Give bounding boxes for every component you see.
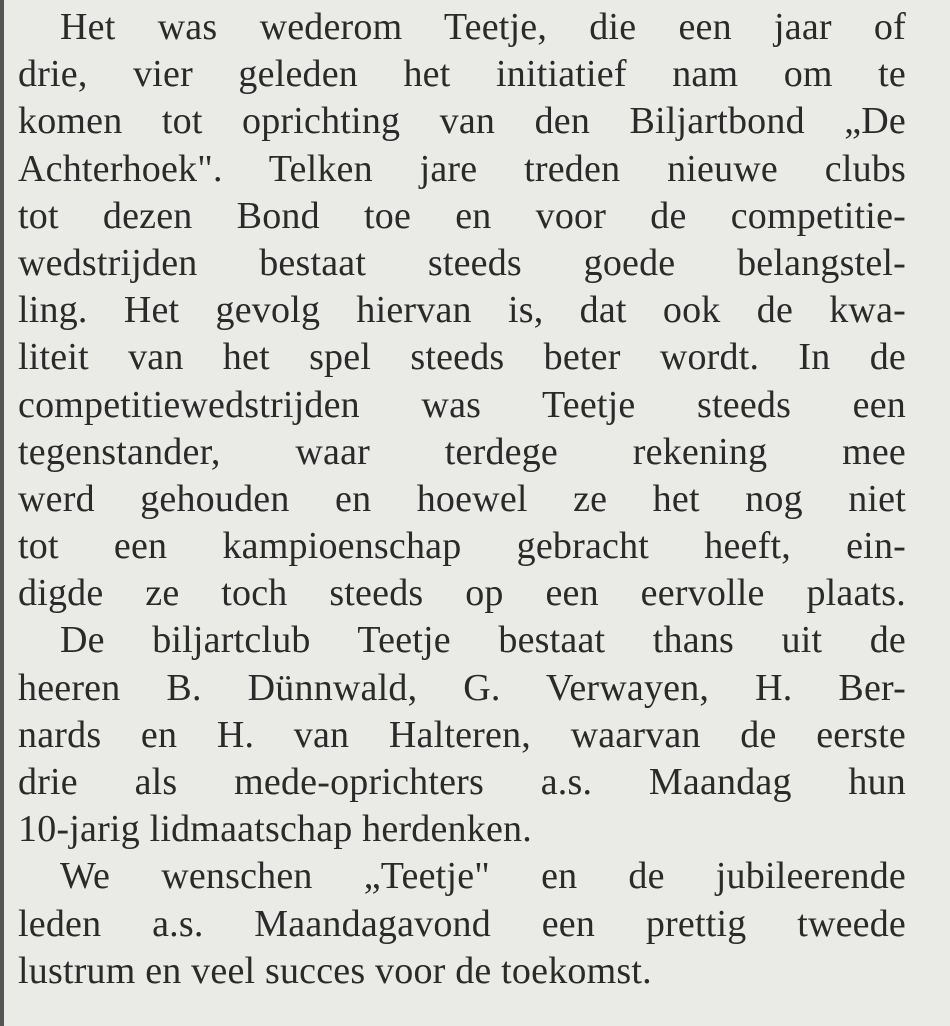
text-line: Het was wederom Teetje, die een jaar of [60, 6, 906, 48]
text-line: nards en H. van Halteren, waarvan de eerste [18, 713, 906, 756]
text-line: competitiewedstrijden was Teetje steeds een [18, 383, 906, 426]
paragraph-2 [18, 617, 906, 853]
text-line: heeren B. Dünnwald, G. Verwayen, H. Ber- [18, 666, 906, 709]
text-line: liteit van het spel steeds beter wordt. In de [18, 336, 906, 379]
text-line: ling. Het gevolg hiervan is, dat ook de kwa- [18, 289, 906, 332]
text-line: De biljartclub Teetje bestaat thans uit de [60, 619, 906, 662]
paragraph-3 [18, 853, 906, 995]
text-line: wedstrijden bestaat steeds goede belangstel- [18, 241, 906, 284]
text-line: drie, vier geleden het initiatief nam om te [18, 53, 906, 96]
text-line: 10-jarig lidmaatschap herdenken. [18, 808, 532, 851]
text-line: We wenschen „Teetje" en de jubileerende [60, 855, 906, 898]
column-rule [0, 0, 4, 1026]
text-line: tot dezen Bond toe en voor de competitie- [18, 194, 906, 237]
text-line: digde ze toch steeds op een eervolle plaats. [18, 572, 906, 615]
text-line: lustrum en veel succes voor de toekomst. [18, 949, 652, 992]
paragraph-1 [18, 4, 906, 617]
text-line: leden a.s. Maandagavond een prettig tweede [18, 902, 906, 945]
text-line: komen tot oprichting van den Biljartbond „De [18, 100, 906, 143]
text-line: tot een kampioenschap gebracht heeft, ein- [18, 525, 906, 568]
text-line: Achterhoek". Telken jare treden nieuwe clubs [18, 147, 906, 190]
text-line: werd gehouden en hoewel ze het nog niet [18, 477, 906, 520]
text-line: tegenstander, waar terdege rekening mee [18, 430, 906, 473]
article-column [18, 0, 906, 995]
text-line: drie als mede-oprichters a.s. Maandag hun [18, 761, 906, 803]
